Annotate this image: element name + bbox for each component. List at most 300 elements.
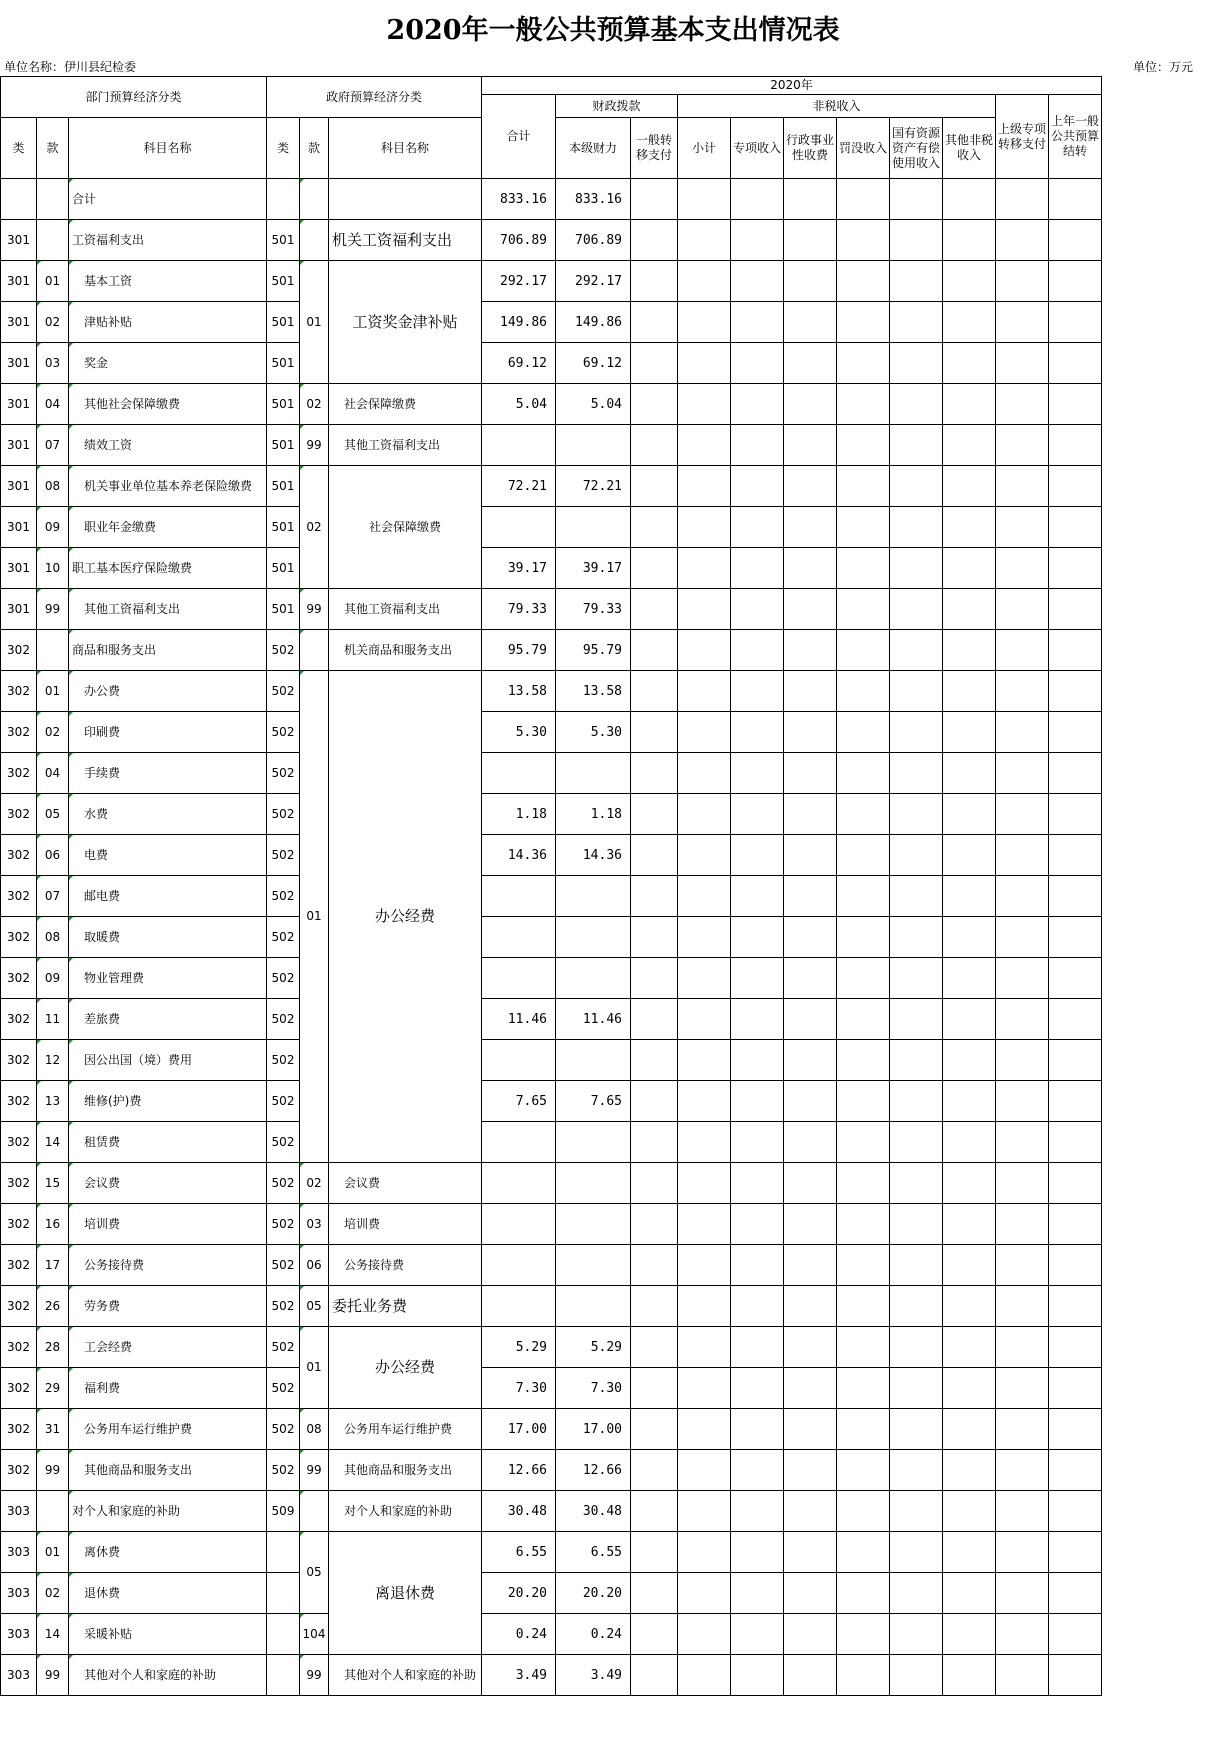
cell-empty [678, 1286, 731, 1327]
cell-empty [731, 917, 784, 958]
cell-empty [1049, 179, 1102, 220]
cell-kuan: 14 [37, 1614, 69, 1655]
cell-own-finance: 0.24 [556, 1614, 631, 1655]
cell-gov-lei: 501 [267, 425, 300, 466]
cell-empty [837, 1327, 890, 1368]
cell-gov-subject-name: 离退休费 [329, 1532, 482, 1655]
cell-empty [996, 753, 1049, 794]
cell-gov-lei: 502 [267, 1163, 300, 1204]
cell-lei: 302 [1, 999, 37, 1040]
cell-kuan: 12 [37, 1040, 69, 1081]
cell-gov-subject-name: 社会保障缴费 [329, 384, 482, 425]
cell-empty [996, 1655, 1049, 1696]
cell-gov-subject-name: 机关工资福利支出 [329, 220, 482, 261]
cell-total [482, 1286, 556, 1327]
table-row [1, 384, 1102, 425]
cell-empty [731, 712, 784, 753]
cell-subject-name: 对个人和家庭的补助 [69, 1491, 267, 1532]
cell-empty [631, 1040, 678, 1081]
cell-own-finance: 706.89 [556, 220, 631, 261]
cell-empty [996, 343, 1049, 384]
cell-gov-subject-name: 工资奖金津补贴 [329, 261, 482, 384]
cell-empty [890, 261, 943, 302]
cell-total [482, 425, 556, 466]
cell-gov-lei [267, 1573, 300, 1614]
cell-empty [731, 1040, 784, 1081]
cell-subject-name: 基本工资 [69, 261, 267, 302]
cell-empty [890, 917, 943, 958]
cell-total [482, 1040, 556, 1081]
cell-empty [731, 1491, 784, 1532]
cell-empty [631, 1655, 678, 1696]
cell-empty [996, 261, 1049, 302]
table-row [1, 302, 1102, 343]
cell-empty [996, 507, 1049, 548]
cell-kuan [37, 179, 69, 220]
cell-empty [631, 1614, 678, 1655]
cell-total: 0.24 [482, 1614, 556, 1655]
cell-empty [996, 1245, 1049, 1286]
cell-empty [1049, 876, 1102, 917]
cell-lei: 302 [1, 753, 37, 794]
cell-kuan: 31 [37, 1409, 69, 1450]
table-row [1, 1368, 1102, 1409]
cell-empty [784, 1245, 837, 1286]
cell-empty [996, 1450, 1049, 1491]
cell-empty [678, 794, 731, 835]
cell-empty [943, 425, 996, 466]
cell-empty [784, 835, 837, 876]
cell-empty [1049, 1163, 1102, 1204]
cell-lei: 302 [1, 1081, 37, 1122]
cell-total: 95.79 [482, 630, 556, 671]
cell-lei: 301 [1, 589, 37, 630]
cell-gov-lei: 502 [267, 1368, 300, 1409]
cell-empty [731, 507, 784, 548]
table-row [1, 999, 1102, 1040]
cell-empty [890, 712, 943, 753]
cell-total: 12.66 [482, 1450, 556, 1491]
cell-gov-lei: 502 [267, 958, 300, 999]
cell-own-finance: 833.16 [556, 179, 631, 220]
page-title: 2020年一般公共预算基本支出情况表 [386, 15, 840, 46]
cell-empty [943, 548, 996, 589]
cell-empty [943, 1122, 996, 1163]
cell-empty [731, 671, 784, 712]
cell-empty [784, 548, 837, 589]
cell-empty [837, 1163, 890, 1204]
cell-empty [837, 1286, 890, 1327]
cell-empty [1049, 917, 1102, 958]
table-row [1, 1491, 1102, 1532]
table-row [1, 179, 1102, 220]
cell-lei [1, 179, 37, 220]
cell-empty [1049, 1286, 1102, 1327]
cell-kuan: 29 [37, 1368, 69, 1409]
cell-empty [943, 630, 996, 671]
cell-empty [784, 1409, 837, 1450]
cell-empty [631, 343, 678, 384]
cell-kuan: 07 [37, 425, 69, 466]
cell-lei: 303 [1, 1655, 37, 1696]
cell-empty [996, 1573, 1049, 1614]
cell-total [482, 1122, 556, 1163]
cell-empty [943, 999, 996, 1040]
cell-lei: 302 [1, 1450, 37, 1491]
header-total: 合计 [482, 95, 556, 179]
cell-empty [631, 548, 678, 589]
cell-empty [1049, 1245, 1102, 1286]
cell-total: 5.30 [482, 712, 556, 753]
cell-total: 69.12 [482, 343, 556, 384]
cell-subject-name: 劳务费 [69, 1286, 267, 1327]
cell-empty [631, 630, 678, 671]
cell-subject-name: 采暖补贴 [69, 1614, 267, 1655]
cell-gov-lei: 502 [267, 794, 300, 835]
table-row [1, 507, 1102, 548]
cell-kuan: 02 [37, 712, 69, 753]
cell-empty [996, 1409, 1049, 1450]
cell-empty [996, 671, 1049, 712]
cell-gov-kuan: 104 [300, 1614, 329, 1655]
cell-empty [631, 589, 678, 630]
cell-gov-subject-name: 办公经费 [329, 1327, 482, 1409]
cell-empty [678, 261, 731, 302]
cell-empty [678, 1491, 731, 1532]
cell-kuan: 17 [37, 1245, 69, 1286]
cell-empty [784, 179, 837, 220]
cell-empty [678, 589, 731, 630]
cell-own-finance: 5.29 [556, 1327, 631, 1368]
cell-lei: 302 [1, 1163, 37, 1204]
table-row [1, 1532, 1102, 1573]
cell-gov-lei: 502 [267, 1409, 300, 1450]
cell-gov-subject-name: 会议费 [329, 1163, 482, 1204]
cell-empty [731, 589, 784, 630]
cell-lei: 301 [1, 466, 37, 507]
cell-gov-lei: 502 [267, 876, 300, 917]
header-nontax: 非税收入 [678, 95, 996, 118]
cell-lei: 302 [1, 671, 37, 712]
cell-gov-lei: 502 [267, 630, 300, 671]
cell-own-finance [556, 917, 631, 958]
cell-empty [1049, 1122, 1102, 1163]
cell-gov-lei: 502 [267, 712, 300, 753]
cell-gov-lei: 502 [267, 1122, 300, 1163]
cell-empty [943, 917, 996, 958]
header-state-asset: 国有资源资产有偿使用收入 [890, 118, 943, 179]
cell-empty [943, 1081, 996, 1122]
cell-empty [837, 671, 890, 712]
cell-empty [943, 671, 996, 712]
cell-empty [1049, 794, 1102, 835]
cell-empty [837, 917, 890, 958]
cell-total: 72.21 [482, 466, 556, 507]
cell-empty [996, 179, 1049, 220]
cell-subject-name: 办公费 [69, 671, 267, 712]
cell-empty [731, 302, 784, 343]
cell-empty [731, 1163, 784, 1204]
cell-total: 20.20 [482, 1573, 556, 1614]
cell-gov-lei: 501 [267, 466, 300, 507]
cell-kuan: 01 [37, 1532, 69, 1573]
cell-kuan: 08 [37, 917, 69, 958]
cell-empty [890, 302, 943, 343]
cell-lei: 302 [1, 876, 37, 917]
cell-empty [890, 220, 943, 261]
cell-empty [837, 1245, 890, 1286]
cell-empty [631, 1409, 678, 1450]
cell-lei: 302 [1, 1040, 37, 1081]
cell-own-finance: 11.46 [556, 999, 631, 1040]
cell-gov-kuan: 03 [300, 1204, 329, 1245]
cell-own-finance: 72.21 [556, 466, 631, 507]
cell-empty [837, 753, 890, 794]
cell-gov-kuan: 05 [300, 1532, 329, 1614]
cell-empty [837, 343, 890, 384]
cell-empty [731, 343, 784, 384]
cell-total: 30.48 [482, 1491, 556, 1532]
cell-gov-kuan: 06 [300, 1245, 329, 1286]
cell-own-finance [556, 1204, 631, 1245]
cell-empty [837, 958, 890, 999]
cell-lei: 302 [1, 835, 37, 876]
cell-empty [731, 1122, 784, 1163]
cell-kuan: 99 [37, 1450, 69, 1491]
cell-gov-subject-name: 社会保障缴费 [329, 466, 482, 589]
cell-lei: 302 [1, 1368, 37, 1409]
cell-total: 13.58 [482, 671, 556, 712]
cell-gov-kuan [300, 220, 329, 261]
cell-total: 6.55 [482, 1532, 556, 1573]
cell-empty [731, 1368, 784, 1409]
cell-gov-lei: 501 [267, 548, 300, 589]
cell-own-finance [556, 1286, 631, 1327]
header-gov-class: 政府预算经济分类 [267, 77, 482, 118]
cell-empty [943, 1573, 996, 1614]
header-other-nontax: 其他非税收入 [943, 118, 996, 179]
cell-kuan: 03 [37, 343, 69, 384]
cell-empty [631, 1286, 678, 1327]
cell-gov-lei: 501 [267, 220, 300, 261]
cell-empty [1049, 261, 1102, 302]
cell-empty [731, 1573, 784, 1614]
cell-gov-kuan: 02 [300, 466, 329, 589]
cell-empty [890, 1614, 943, 1655]
cell-empty [996, 1204, 1049, 1245]
cell-empty [837, 999, 890, 1040]
table-row [1, 958, 1102, 999]
cell-kuan: 11 [37, 999, 69, 1040]
cell-empty [731, 548, 784, 589]
cell-empty [1049, 384, 1102, 425]
cell-empty [996, 835, 1049, 876]
cell-empty [678, 1573, 731, 1614]
cell-total: 292.17 [482, 261, 556, 302]
cell-own-finance: 17.00 [556, 1409, 631, 1450]
cell-empty [837, 1409, 890, 1450]
cell-empty [678, 1409, 731, 1450]
cell-gov-lei: 502 [267, 1245, 300, 1286]
cell-empty [784, 1655, 837, 1696]
cell-empty [837, 548, 890, 589]
cell-empty [837, 220, 890, 261]
cell-empty [1049, 1573, 1102, 1614]
cell-empty [943, 794, 996, 835]
cell-empty [943, 1204, 996, 1245]
cell-gov-lei: 501 [267, 507, 300, 548]
header-general-transfer: 一般转移支付 [631, 118, 678, 179]
cell-own-finance: 20.20 [556, 1573, 631, 1614]
cell-empty [678, 1040, 731, 1081]
cell-empty [784, 1204, 837, 1245]
cell-empty [784, 302, 837, 343]
cell-total: 7.65 [482, 1081, 556, 1122]
cell-empty [837, 589, 890, 630]
cell-empty [890, 1081, 943, 1122]
header-admin-fee: 行政事业性收费 [784, 118, 837, 179]
cell-gov-kuan: 01 [300, 261, 329, 384]
cell-kuan: 08 [37, 466, 69, 507]
cell-empty [943, 1245, 996, 1286]
cell-empty [678, 507, 731, 548]
cell-gov-kuan [300, 1491, 329, 1532]
cell-total [482, 1204, 556, 1245]
cell-empty [890, 671, 943, 712]
cell-total: 17.00 [482, 1409, 556, 1450]
cell-gov-lei: 502 [267, 1204, 300, 1245]
cell-gov-kuan: 02 [300, 1163, 329, 1204]
cell-empty [890, 1245, 943, 1286]
cell-gov-subject-name [329, 179, 482, 220]
header-own-finance: 本级财力 [556, 118, 631, 179]
cell-empty [631, 835, 678, 876]
cell-empty [784, 1163, 837, 1204]
cell-empty [1049, 1204, 1102, 1245]
cell-kuan: 14 [37, 1122, 69, 1163]
cell-gov-lei: 501 [267, 384, 300, 425]
cell-kuan: 15 [37, 1163, 69, 1204]
cell-empty [784, 753, 837, 794]
cell-empty [784, 876, 837, 917]
cell-own-finance [556, 507, 631, 548]
cell-empty [784, 507, 837, 548]
cell-subject-name: 公务接待费 [69, 1245, 267, 1286]
cell-empty [784, 589, 837, 630]
cell-empty [890, 1655, 943, 1696]
cell-empty [678, 425, 731, 466]
cell-total [482, 917, 556, 958]
cell-total: 79.33 [482, 589, 556, 630]
cell-kuan: 01 [37, 261, 69, 302]
cell-empty [996, 876, 1049, 917]
cell-empty [890, 999, 943, 1040]
cell-empty [890, 507, 943, 548]
header-special-income: 专项收入 [731, 118, 784, 179]
cell-own-finance: 79.33 [556, 589, 631, 630]
cell-gov-subject-name: 公务接待费 [329, 1245, 482, 1286]
cell-empty [631, 712, 678, 753]
cell-empty [784, 999, 837, 1040]
cell-subject-name: 租赁费 [69, 1122, 267, 1163]
cell-gov-subject-name: 其他商品和服务支出 [329, 1450, 482, 1491]
cell-empty [678, 958, 731, 999]
cell-empty [678, 1368, 731, 1409]
cell-empty [631, 1081, 678, 1122]
cell-empty [678, 1655, 731, 1696]
cell-empty [890, 630, 943, 671]
cell-empty [837, 1655, 890, 1696]
cell-empty [890, 1532, 943, 1573]
cell-empty [943, 1163, 996, 1204]
cell-empty [731, 753, 784, 794]
cell-empty [678, 1081, 731, 1122]
cell-empty [678, 876, 731, 917]
cell-empty [631, 753, 678, 794]
cell-empty [678, 384, 731, 425]
cell-lei: 302 [1, 1286, 37, 1327]
table-row [1, 1122, 1102, 1163]
cell-empty [1049, 630, 1102, 671]
cell-empty [678, 302, 731, 343]
cell-gov-lei: 502 [267, 1040, 300, 1081]
cell-empty [784, 712, 837, 753]
cell-empty [731, 1450, 784, 1491]
cell-empty [1049, 712, 1102, 753]
cell-gov-lei [267, 1614, 300, 1655]
cell-lei: 302 [1, 794, 37, 835]
cell-empty [996, 1532, 1049, 1573]
cell-empty [784, 1614, 837, 1655]
cell-empty [943, 220, 996, 261]
cell-lei: 302 [1, 1327, 37, 1368]
cell-empty [678, 835, 731, 876]
cell-empty [731, 1409, 784, 1450]
cell-subject-name: 邮电费 [69, 876, 267, 917]
cell-empty [731, 876, 784, 917]
cell-empty [631, 958, 678, 999]
cell-empty [890, 794, 943, 835]
cell-empty [890, 1204, 943, 1245]
header-subtotal: 小计 [678, 118, 731, 179]
cell-empty [1049, 671, 1102, 712]
cell-empty [890, 1122, 943, 1163]
cell-subject-name: 因公出国（境）费用 [69, 1040, 267, 1081]
cell-empty [943, 1450, 996, 1491]
table-row [1, 466, 1102, 507]
cell-empty [678, 1122, 731, 1163]
cell-empty [631, 302, 678, 343]
cell-empty [837, 302, 890, 343]
cell-total: 11.46 [482, 999, 556, 1040]
cell-gov-lei: 509 [267, 1491, 300, 1532]
cell-empty [784, 425, 837, 466]
cell-kuan: 13 [37, 1081, 69, 1122]
cell-empty [784, 917, 837, 958]
unit-measure: 单位：万元 [1133, 60, 1194, 74]
cell-lei: 302 [1, 1409, 37, 1450]
cell-subject-name: 职业年金缴费 [69, 507, 267, 548]
cell-kuan: 09 [37, 958, 69, 999]
cell-gov-kuan: 99 [300, 589, 329, 630]
cell-empty [678, 917, 731, 958]
cell-empty [1049, 507, 1102, 548]
header-dept-class: 部门预算经济分类 [1, 77, 267, 118]
cell-empty [837, 1204, 890, 1245]
cell-subject-name: 福利费 [69, 1368, 267, 1409]
cell-empty [631, 1532, 678, 1573]
cell-empty [631, 261, 678, 302]
